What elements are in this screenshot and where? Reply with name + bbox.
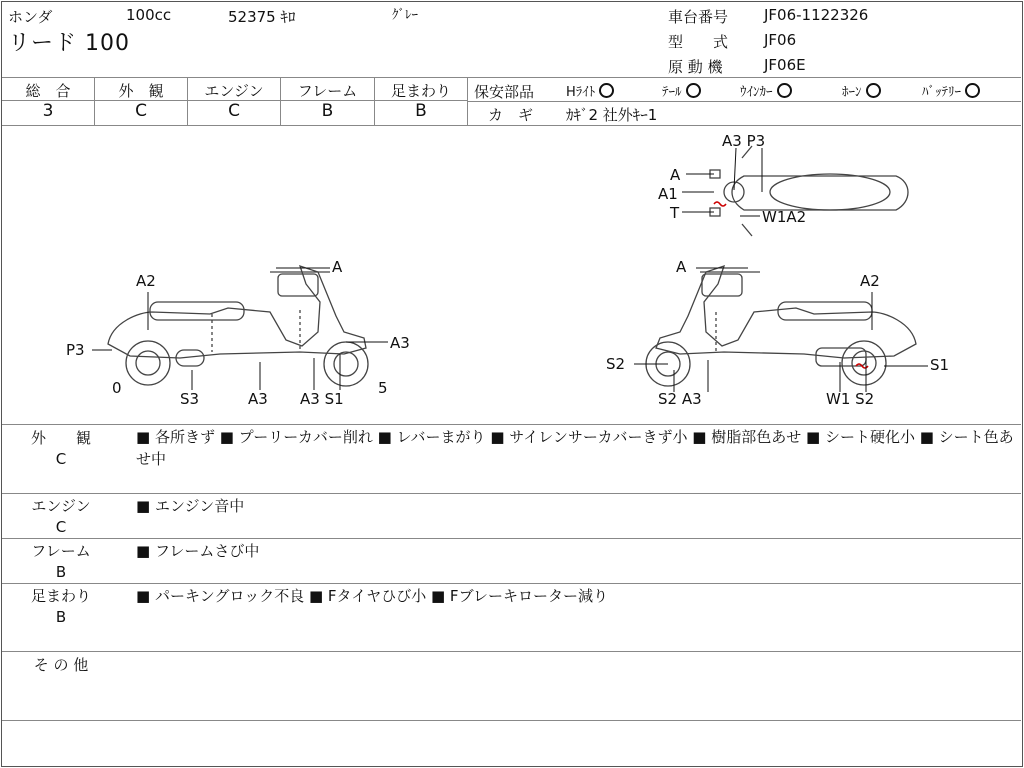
type-value: JF06 (764, 31, 797, 49)
divider (2, 493, 1021, 494)
key-value: ｶｷﾞ2 社外ｷｰ1 (566, 106, 658, 124)
grade-overall: 3 (42, 101, 54, 121)
detail-category-frame: フレーム B (31, 542, 91, 581)
ok-circle-icon (965, 83, 980, 98)
safety-item-horn: ﾎｰﾝ (842, 81, 881, 100)
engine-value: JF06E (764, 56, 806, 74)
frame-no: JF06-1122326 (764, 6, 869, 24)
detail-text-engine: ■ エンジン音中 (136, 497, 245, 515)
model-name: リード 100 (8, 31, 130, 56)
safety-item-battery: ﾊﾞｯﾃﾘｰ (922, 81, 980, 100)
detail-text-suspension: ■ パーキングロック不良 ■ Fタイヤひび小 ■ Fブレーキローター減り (136, 587, 608, 605)
divider (2, 651, 1021, 652)
ok-circle-icon (866, 83, 881, 98)
ok-circle-icon (686, 83, 701, 98)
label-right-s2: S2 (606, 355, 626, 373)
grade-engine: C (228, 101, 240, 121)
divider (2, 77, 1021, 78)
grade-header-overall: 総 合 (25, 82, 71, 100)
label-left-a3-bottom: A3 (248, 390, 268, 408)
grade-frame: B (321, 101, 334, 121)
detail-category-other: そ の 他 (33, 656, 89, 674)
label-right-w1s2: W1 S2 (826, 390, 875, 408)
frame-no-label: 車台番号 (668, 8, 729, 26)
divider (468, 101, 1021, 102)
damage-diagram (0, 126, 1024, 426)
label-left-scale-0: 0 (112, 379, 122, 397)
safety-label: 保安部品 (474, 83, 535, 101)
label-left-a2: A2 (136, 272, 156, 290)
label-right-a: A (676, 258, 687, 276)
safety-item-headlight: Hﾗｲﾄ (566, 81, 614, 100)
label-top-a3p3: A3 P3 (722, 132, 766, 150)
maker: ホンダ (8, 8, 53, 26)
mileage: 52375 ｷﾛ (228, 8, 296, 26)
label-right-a2: A2 (860, 272, 880, 290)
color: ｸﾞﾚｰ (392, 8, 418, 23)
label-right-s2a3: S2 A3 (658, 390, 702, 408)
label-top-w1a2: W1A2 (762, 208, 807, 226)
engine-label: 原 動 機 (668, 58, 723, 76)
safety-item-tail: ﾃｰﾙ (662, 81, 701, 100)
grade-exterior: C (135, 101, 147, 121)
divider (2, 538, 1021, 539)
safety-item-winker: ｳｲﾝｶｰ (740, 81, 792, 100)
label-top-t: T (670, 204, 680, 222)
ok-circle-icon (777, 83, 792, 98)
label-top-a1: A1 (658, 185, 678, 203)
divider (2, 583, 1021, 584)
label-left-a: A (332, 258, 343, 276)
key-label: カ ギ (488, 106, 534, 124)
scratch-mark (714, 202, 726, 206)
displacement: 100cc (126, 6, 172, 24)
label-right-s1: S1 (930, 356, 950, 374)
divider (2, 424, 1021, 425)
ok-circle-icon (599, 83, 614, 98)
divider (2, 720, 1021, 721)
grade-suspension: B (415, 101, 427, 121)
detail-text-exterior: ■ 各所きず ■ プーリーカバー削れ ■ レバーまがり ■ サイレンサーカバーきず小 ■ 樹脂部色あせ ■ シート硬化小 ■ シート色あせ中 (136, 428, 1014, 468)
grade-header-suspension: 足まわり (390, 82, 451, 100)
detail-category-engine: エンジン C (31, 497, 91, 536)
label-left-p3: P3 (66, 341, 85, 359)
label-left-scale-5: 5 (378, 379, 388, 397)
label-left-a3s1: A3 S1 (300, 390, 344, 408)
label-left-a3: A3 (390, 334, 410, 352)
label-left-s3: S3 (180, 390, 200, 408)
detail-category-suspension: 足まわり B (30, 587, 91, 626)
grade-header-exterior: 外 観 (118, 82, 164, 100)
scooter-top-view-icon (710, 146, 908, 236)
type-label: 型 式 (668, 33, 729, 51)
detail-category-exterior: 外 観 C (30, 429, 91, 468)
label-top-a: A (670, 166, 681, 184)
grade-header-frame: フレーム (297, 82, 358, 100)
detail-text-frame: ■ フレームさび中 (136, 542, 260, 560)
grade-header-engine: エンジン (204, 82, 264, 100)
divider (467, 77, 468, 125)
